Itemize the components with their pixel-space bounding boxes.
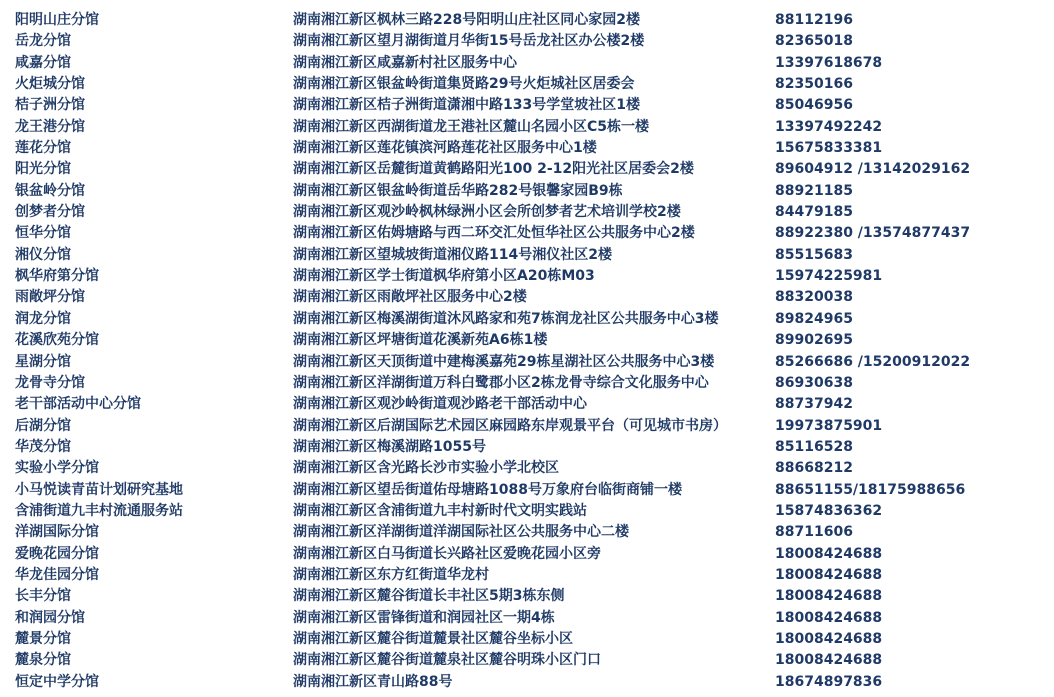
branch-phone: 85116528 (775, 438, 853, 455)
branch-phone: 84479185 (775, 204, 853, 221)
branch-phone: 18008424688 (775, 630, 883, 647)
branch-address: 湖南湘江新区麓谷街道长丰社区5期3栋东侧 (293, 588, 565, 605)
branch-address: 湖南湘江新区望岳街道佑母塘路1088号万象府台临街商铺一楼 (293, 481, 682, 498)
table-row (0, 181, 1054, 202)
table-row (0, 416, 1054, 437)
branch-phone: 18008424688 (775, 545, 883, 562)
branch-address: 湖南湘江新区麓谷街道麓泉社区麓谷明珠小区门口 (293, 652, 601, 669)
branch-address: 湖南湘江新区学士街道枫华府第小区A20栋M03 (293, 268, 595, 285)
branch-name: 华茂分馆 (15, 438, 71, 455)
branch-phone: 88737942 (775, 396, 853, 413)
branch-name: 火炬城分馆 (15, 76, 85, 93)
branch-phone: 89824965 (775, 310, 853, 327)
branch-address: 湖南湘江新区西湖街道龙王港社区麓山名园小区C5栋一楼 (293, 118, 650, 135)
branch-phone: 88320038 (775, 289, 853, 306)
table-row (0, 373, 1054, 394)
branch-name: 爱晚花园分馆 (15, 545, 99, 562)
branch-list (0, 10, 1054, 693)
branch-phone: 88668212 (775, 460, 853, 477)
branch-address: 湖南湘江新区咸嘉新村社区服务中心 (293, 54, 517, 71)
branch-name: 岳龙分馆 (15, 33, 71, 50)
table-row (0, 501, 1054, 522)
branch-address: 湖南湘江新区坪塘街道花溪新苑A6栋1楼 (293, 332, 548, 349)
branch-address: 湖南湘江新区梅溪湖街道沐风路家和苑7栋润龙社区公共服务中心3楼 (293, 310, 719, 327)
branch-address: 湖南湘江新区枫林三路228号阳明山庄社区同心家园2楼 (293, 12, 640, 28)
branch-address: 湖南湘江新区雨敞坪社区服务中心2楼 (293, 289, 527, 306)
branch-name: 阳光分馆 (15, 161, 71, 178)
branch-phone: 82350166 (775, 76, 853, 93)
branch-address: 湖南湘江新区佑姆塘路与西二环交汇处恒华社区公共服务中心2楼 (293, 225, 695, 242)
branch-name: 湘仪分馆 (15, 246, 71, 263)
branch-address: 湖南湘江新区望城坡街道湘仪路114号湘仪社区2楼 (293, 246, 612, 263)
branch-name: 和润园分馆 (15, 609, 85, 626)
branch-address: 湖南湘江新区天顶街道中建梅溪嘉苑29栋星湖社区公共服务中心3楼 (293, 353, 715, 370)
table-row (0, 95, 1054, 116)
branch-phone: 85515683 (775, 246, 853, 263)
branch-phone: 15874836362 (775, 502, 883, 519)
branch-address: 湖南湘江新区洋湖街道洋湖国际社区公共服务中心二楼 (293, 524, 629, 541)
table-row (0, 394, 1054, 415)
branch-address: 湖南湘江新区后湖国际艺术园区麻园路东岸观景平台（可见城市书房） (293, 417, 727, 434)
table-row (0, 650, 1054, 671)
table-row (0, 458, 1054, 479)
branch-phone: 88112196 (775, 12, 853, 28)
branch-address: 湖南湘江新区青山路88号 (293, 673, 453, 690)
table-row (0, 266, 1054, 287)
branch-address: 湖南湘江新区银盆岭街道岳华路282号银馨家园B9栋 (293, 182, 623, 199)
branch-address: 湖南湘江新区雷锋街道和润园社区一期4栋 (293, 609, 555, 626)
table-row (0, 159, 1054, 180)
branch-name: 龙骨寺分馆 (15, 374, 85, 391)
branch-name: 洋湖国际分馆 (15, 524, 99, 541)
branch-name: 龙王港分馆 (15, 118, 85, 135)
branch-name: 老干部活动中心分馆 (15, 396, 141, 413)
table-row (0, 629, 1054, 650)
branch-name: 实验小学分馆 (15, 460, 99, 477)
branch-name: 后湖分馆 (15, 417, 71, 434)
branch-phone: 15974225981 (775, 268, 883, 285)
branch-address: 湖南湘江新区梅溪湖路1055号 (293, 438, 486, 455)
branch-address: 湖南湘江新区桔子洲街道潇湘中路133号学堂坡社区1楼 (293, 97, 640, 114)
branch-name: 长丰分馆 (15, 588, 71, 605)
branch-name: 花溪欣苑分馆 (15, 332, 99, 349)
branch-name: 星湖分馆 (15, 353, 71, 370)
branch-phone: 88651155/18175988656 (775, 481, 966, 498)
table-row (0, 287, 1054, 308)
table-row (0, 672, 1054, 693)
table-row (0, 544, 1054, 565)
branch-address: 湖南湘江新区白马街道长兴路社区爱晚花园小区旁 (293, 545, 601, 562)
table-row (0, 245, 1054, 266)
table-row (0, 223, 1054, 244)
branch-phone: 86930638 (775, 374, 853, 391)
branch-name: 莲花分馆 (15, 140, 71, 157)
branch-phone: 19973875901 (775, 417, 883, 434)
branch-name: 阳明山庄分馆 (15, 12, 99, 28)
table-row (0, 53, 1054, 74)
table-row (0, 138, 1054, 159)
branch-phone: 88922380 /13574877437 (775, 225, 971, 242)
branch-name: 小马悦读青苗计划研究基地 (15, 481, 183, 498)
branch-phone: 82365018 (775, 33, 853, 50)
branch-name: 咸嘉分馆 (15, 54, 71, 71)
branch-phone: 18008424688 (775, 588, 883, 605)
branch-phone: 13397492242 (775, 118, 883, 135)
branch-name: 恒华分馆 (15, 225, 71, 242)
branch-phone: 89902695 (775, 332, 853, 349)
table-row (0, 522, 1054, 543)
branch-address: 湖南湘江新区东方红街道华龙村 (293, 566, 489, 583)
table-row (0, 608, 1054, 629)
branch-phone: 18008424688 (775, 566, 883, 583)
table-row (0, 202, 1054, 223)
branch-address: 湖南湘江新区望月湖街道月华街15号岳龙社区办公楼2楼 (293, 33, 645, 50)
branch-name: 华龙佳园分馆 (15, 566, 99, 583)
branch-phone: 88921185 (775, 182, 853, 199)
table-row (0, 330, 1054, 351)
branch-address: 湖南湘江新区观沙岭枫林绿洲小区会所创梦者艺术培训学校2楼 (293, 204, 681, 221)
branch-address: 湖南湘江新区含浦街道九丰村新时代文明实践站 (293, 502, 587, 519)
branch-name: 恒定中学分馆 (15, 673, 99, 690)
branch-phone: 18008424688 (775, 609, 883, 626)
branch-address: 湖南湘江新区麓谷街道麓景社区麓谷坐标小区 (293, 630, 573, 647)
branch-address: 湖南湘江新区莲花镇滨河路莲花社区服务中心1楼 (293, 140, 597, 157)
branch-phone: 18008424688 (775, 652, 883, 669)
table-row (0, 437, 1054, 458)
table-row (0, 480, 1054, 501)
branch-phone: 89604912 /13142029162 (775, 161, 971, 178)
branch-name: 雨敞坪分馆 (15, 289, 85, 306)
branch-phone: 85266686 /15200912022 (775, 353, 971, 370)
branch-address: 湖南湘江新区银盆岭街道集贤路29号火炬城社区居委会 (293, 76, 635, 93)
branch-name: 银盆岭分馆 (15, 182, 85, 199)
branch-name: 润龙分馆 (15, 310, 71, 327)
branch-phone: 88711606 (775, 524, 853, 541)
branch-name: 麓泉分馆 (15, 652, 71, 669)
branch-name: 枫华府第分馆 (15, 268, 99, 285)
branch-phone: 15675833381 (775, 140, 883, 157)
branch-name: 麓景分馆 (15, 630, 71, 647)
branch-name: 创梦者分馆 (15, 204, 85, 221)
branch-address: 湖南湘江新区洋湖街道万科白鹭郡小区2栋龙骨寺综合文化服务中心 (293, 374, 709, 391)
table-row (0, 117, 1054, 138)
branch-address: 湖南湘江新区含光路长沙市实验小学北校区 (293, 460, 559, 477)
table-row (0, 74, 1054, 95)
table-row (0, 31, 1054, 52)
table-row (0, 586, 1054, 607)
branch-address: 湖南湘江新区观沙岭街道观沙路老干部活动中心 (293, 396, 587, 413)
branch-phone: 18674897836 (775, 673, 883, 690)
table-row (0, 352, 1054, 373)
table-row (0, 309, 1054, 330)
branch-phone: 13397618678 (775, 54, 883, 71)
branch-name: 含浦街道九丰村流通服务站 (15, 502, 183, 519)
branch-address: 湖南湘江新区岳麓街道黄鹤路阳光100 2-12阳光社区居委会2楼 (293, 161, 694, 178)
table-row (0, 565, 1054, 586)
table-row (0, 10, 1054, 31)
branch-phone: 85046956 (775, 97, 853, 114)
branch-name: 桔子洲分馆 (15, 97, 85, 114)
